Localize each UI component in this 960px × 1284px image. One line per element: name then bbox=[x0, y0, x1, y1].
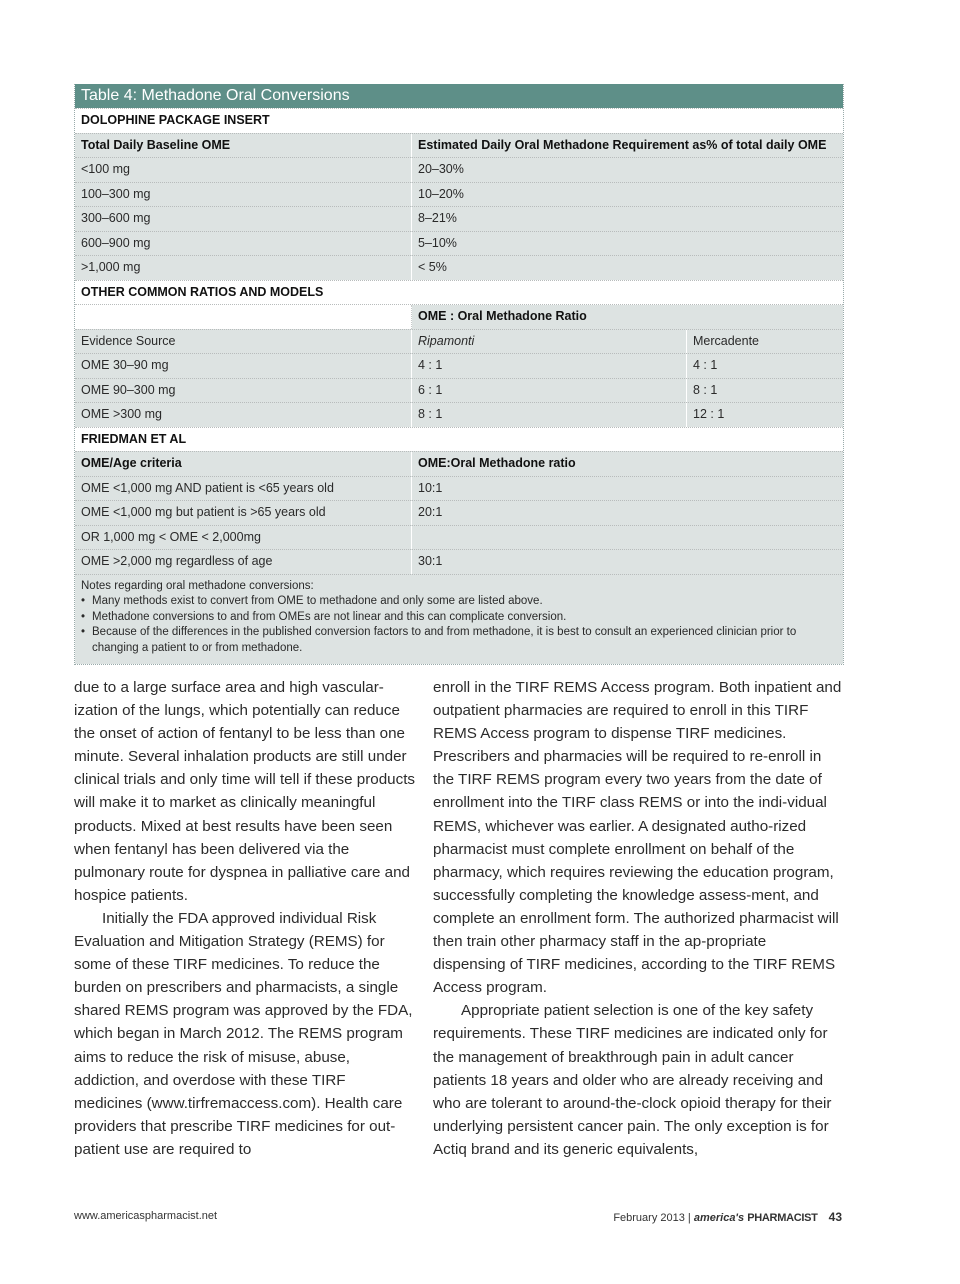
table-notes bbox=[75, 574, 843, 665]
bullet-icon: • bbox=[81, 610, 86, 623]
table-subheader-row bbox=[75, 329, 843, 354]
page-number: 43 bbox=[828, 1210, 842, 1224]
notes-title: Notes regarding oral methadone conversions: bbox=[81, 579, 314, 592]
footer-issue bbox=[613, 1210, 842, 1224]
table-title: Table 4: Methadone Oral Conversions bbox=[75, 84, 843, 108]
article-column-right bbox=[433, 676, 843, 1161]
section-row bbox=[75, 427, 843, 452]
footer-date: February 2013 bbox=[613, 1212, 685, 1224]
table-row bbox=[75, 378, 843, 403]
table-row bbox=[75, 549, 843, 574]
magazine-name-pharmacist: PHARMACIST bbox=[747, 1212, 818, 1224]
table-header-row bbox=[75, 451, 843, 476]
footer-separator: | bbox=[687, 1212, 691, 1224]
table-cell: 10:1 bbox=[418, 480, 443, 495]
header-friedman-ratio: OME:Oral Methadone ratio bbox=[418, 456, 576, 470]
paragraph: Initially the FDA approved individual Risk Evaluation and Mitigation Strategy (REMS) for some of these TIRF medicines. To reduce the burden on prescribers and pharmacists, a single shared REMS program was approved by the FDA, which began in March 2012. The REMS program aims to reduce the risk of misuse, abuse, addiction, and overdose with these TIRF medicines (www.tirfremaccess.com). Health care providers that prescribe TIRF medicines for out-patient use are required to bbox=[74, 909, 413, 1158]
header-methadone-requirement: Estimated Daily Oral Methadone Requirement as% of total daily OME bbox=[418, 137, 827, 152]
page-footer bbox=[74, 1210, 842, 1226]
table-cell: 6 : 1 bbox=[412, 379, 687, 403]
note-text: Because of the differences in the published conversion factors to and from methadone, it is best to consult an experienced clinician prior to changing a patient to or from methadone. bbox=[92, 626, 797, 654]
header-baseline-ome: Total Daily Baseline OME bbox=[75, 134, 412, 158]
table-cell: OME >2,000 mg regardless of age bbox=[75, 550, 412, 574]
table-cell-empty bbox=[75, 305, 412, 329]
note-text: Many methods exist to convert from OME to methadone and only some are listed above. bbox=[92, 595, 543, 607]
paragraph: enroll in the TIRF REMS Access program. Both inpatient and outpatient pharmacies are required to enroll in this TIRF REMS Access program to dispense TIRF medicines. Prescribers and pharmacies will be required to re-enroll in the TIRF REMS program every two years from the date of enrollment into the TIRF class REMS or into the indi-vidual REMS, whichever was earlier. A designated autho-rized pharmacist must complete enrollment on behalf of the pharmacy, which requires reviewing the education program, successfully completing the knowledge assess-ment, and complete an enrollment form. The authorized pharmacist will then train other pharmacy staff in the ap-propriate dispensing of TIRF medicines, according to the TIRF REMS Access program. bbox=[433, 679, 842, 997]
footer-url[interactable]: www.americaspharmacist.net bbox=[74, 1210, 218, 1222]
table-cell: 4 : 1 bbox=[412, 354, 687, 378]
table-row bbox=[75, 231, 843, 256]
table-header-row bbox=[75, 304, 843, 329]
table-cell: 20–30% bbox=[418, 162, 464, 176]
table-cell: >1,000 mg bbox=[75, 256, 412, 280]
table-row bbox=[75, 353, 843, 378]
list-item bbox=[81, 625, 837, 656]
note-text: Methadone conversions to and from OMEs are not linear and this can complicate conversion. bbox=[92, 610, 567, 623]
methadone-conversion-table bbox=[74, 84, 844, 665]
section-row bbox=[75, 108, 843, 133]
table-cell: 4 : 1 bbox=[693, 358, 718, 372]
table-cell: 5–10% bbox=[418, 235, 457, 250]
paragraph: Appropriate patient selection is one of the key safety requirements. These TIRF medicines are indicated only for the management of breakthrough pain in adult cancer patients 18 years and older who are already receiving and who are tolerant to around-the-clock opioid therapy for their underlying persistent cancer pain. The only exception is for Actiq brand and its generic equivalents, bbox=[433, 1002, 832, 1158]
table-cell: OME 30–90 mg bbox=[75, 354, 412, 378]
table-row bbox=[75, 525, 843, 550]
section-other-ratios: OTHER COMMON RATIOS AND MODELS bbox=[81, 284, 324, 299]
table-cell bbox=[412, 526, 843, 550]
table-cell: 12 : 1 bbox=[693, 407, 725, 421]
table-cell: OME <1,000 mg AND patient is <65 years old bbox=[75, 477, 412, 501]
table-cell: < 5% bbox=[418, 260, 447, 274]
header-age-criteria: OME/Age criteria bbox=[75, 452, 412, 476]
table-cell: 8–21% bbox=[418, 211, 457, 225]
paragraph: due to a large surface area and high vascular-ization of the lungs, which potentially can reduce the onset of action of fentanyl to be less than one minute. Several inhalation products are still under clinical trials and only time will tell if these products will make it to market as clinically meaningful products. Mixed at best results have been seen when fentanyl has been delivered via the pulmonary route for dyspnea in palliative care and hospice patients. bbox=[74, 679, 416, 904]
table-header-row bbox=[75, 133, 843, 158]
section-row bbox=[75, 280, 843, 305]
table-row bbox=[75, 402, 843, 427]
table-cell: OME <1,000 mg but patient is >65 years old bbox=[75, 501, 412, 525]
section-friedman: FRIEDMAN ET AL bbox=[81, 431, 187, 446]
bullet-icon: • bbox=[81, 595, 86, 607]
table-cell: 8 : 1 bbox=[693, 382, 718, 397]
table-cell: 30:1 bbox=[418, 554, 443, 568]
table-cell: OR 1,000 mg < OME < 2,000mg bbox=[75, 526, 412, 550]
table-cell: 20:1 bbox=[418, 505, 443, 519]
article-column-left bbox=[74, 676, 416, 1161]
table-cell: <100 mg bbox=[75, 158, 412, 182]
table-row bbox=[75, 500, 843, 525]
table-cell: 100–300 mg bbox=[75, 183, 412, 207]
section-dolophine: DOLOPHINE PACKAGE INSERT bbox=[81, 113, 270, 127]
magazine-name: america's bbox=[693, 1212, 745, 1224]
header-ratio: OME : Oral Methadone Ratio bbox=[412, 305, 843, 329]
table-row bbox=[75, 206, 843, 231]
table-row bbox=[75, 255, 843, 280]
table-row bbox=[75, 157, 843, 182]
table-row bbox=[75, 182, 843, 207]
subheader-ripamonti: Ripamonti bbox=[412, 330, 687, 354]
table-cell: 600–900 mg bbox=[75, 232, 412, 256]
table-cell: 300–600 mg bbox=[75, 207, 412, 231]
table-cell: OME >300 mg bbox=[75, 403, 412, 427]
subheader-evidence-source: Evidence Source bbox=[75, 330, 412, 354]
list-item bbox=[81, 610, 837, 626]
table-row bbox=[75, 476, 843, 501]
list-item bbox=[81, 594, 837, 610]
bullet-icon: • bbox=[81, 626, 86, 638]
table-cell: OME 90–300 mg bbox=[75, 379, 412, 403]
subheader-mercadente: Mercadente bbox=[693, 333, 760, 348]
table-cell: 10–20% bbox=[418, 186, 464, 201]
table-cell: 8 : 1 bbox=[412, 403, 687, 427]
